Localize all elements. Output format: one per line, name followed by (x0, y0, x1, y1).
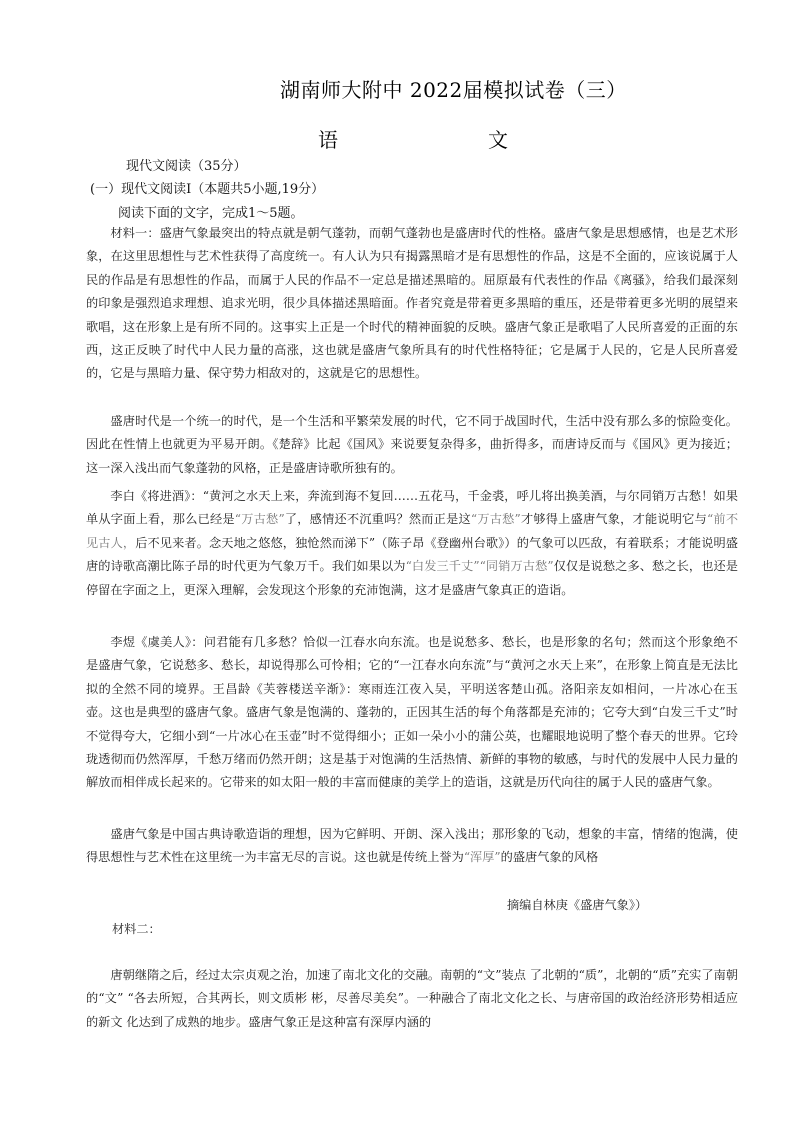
material1-paragraph-4: 李煜《虞美人》：问君能有几多愁？恰似一江春水向东流。也是说愁多、愁长，也是形象的名句；然而这个形象绝不是盛唐气象，它说愁多、愁长，却说得那么可怜相；它的“一江春水向东流”与“黄河之水天上来”，在形象上简直是无法比拟的全然不同的境界。王昌龄《芙蓉楼送辛渐》：寒雨连江夜入吴，平明送客楚山孤。洛阳亲友如相问，一片冰心在玉壶。这也是典型的盛唐气象。盛唐气象是饱满的、蓬勃的，正因其生活的每个角落都是充沛的；它夸大到“白发三千丈”时不觉得夸大，它细小到“一片冰心在玉壶”时不觉得细小；正如一朵小小的蒲公英，也耀眼地说明了整个春天的世界。它玲珑透彻而仍然浑厚，千愁万绪而仍然开朗；这是基于对饱满的生活热情、新鲜的事物的敏感，与时代的发展中人民力量的解放而相伴成长起来的。它带来的如太阳一般的丰富而健康的美学上的造诣，这就是历代向往的属于人民的盛唐气象。 (86, 635, 738, 790)
paragraph-text: 仅仅是说愁之多、愁之长，也还是停留在字面之上，更深入理解，会发现这个形象的充沛饱满，这才是盛唐气象真正的造诣。 (86, 559, 738, 597)
material1-paragraph-2: 盛唐时代是一个统一的时代，是一个生活和平繁荣发展的时代，它不同于战国时代，生活中没有那么多的惊险变化。因此在性情上也就更为平易开朗。《楚辞》比起《国风》来说要复杂得多，曲折得多，而唐诗反而与《国风》更为接近；这一深入浅出而气象蓬勃的风格，正是盛唐诗歌所独有的。 (86, 414, 738, 475)
exam-title: 湖南师大附中 2022届模拟试卷（三） (280, 78, 627, 102)
quoted-phrase: “白发三千丈”“同销万古愁” (405, 559, 554, 574)
subject-title-second: 文 (488, 128, 508, 152)
subject-title-first: 语 (318, 128, 338, 152)
paragraph-text: 才够得上盛唐气象，才能说明它与 (520, 512, 707, 527)
section-heading: 现代文阅读（35分） (126, 159, 247, 174)
paragraph-text: 李白《将进酒》：“黄河之水天上来，奔流到海不复回……五花马，千金裘，呼儿将出换美酒，与尔同销万古愁！如果单从字面上看，那么已经是 (86, 489, 738, 527)
reading-instruction: 阅读下面的文字，完成1～5题。 (118, 206, 304, 221)
quoted-phrase: “浑厚” (463, 850, 501, 865)
paragraph-text: 的盛唐气象的风格 (500, 850, 599, 865)
quoted-phrase: “万古愁” (234, 512, 285, 527)
paragraph-text: 后不见来者。念天地之悠悠，独怆然而涕下”（陈子昂《登幽州台歌》）的气象可以匹敌，有着联系；才能说明盛唐的诗歌高潮比陈子昂的时代更为气象万千。我们如果以为 (86, 535, 738, 574)
material1-paragraph-5 (86, 823, 738, 870)
material1-paragraph-3 (86, 485, 738, 602)
material1-paragraph-1: 材料一：盛唐气象最突出的特点就是朝气蓬勃，而朝气蓬勃也是盛唐时代的性格。盛唐气象是思想感情，也是艺术形象，在这里思想性与艺术性获得了高度统一。有人认为只有揭露黑暗才是有思想性的作品，这是不全面的，应该说属于人民的作品是有思想性的作品，而属于人民的作品不一定总是描述黑暗的。屈原最有代表性的作品《离骚》，给我们最深刻的印象是强烈追求理想、追求光明，很少具体描述黑暗面。作者究竟是带着更多黑暗的重压，还是带着更多光明的展望来歌唱，这在形象上是有所不同的。这事实上正是一个时代的精神面貌的反映。盛唐气象正是歌唱了人民所喜爱的正面的东西，这正反映了时代中人民力量的高涨，这也就是盛唐气象所具有的时代性格特征；它是属于人民的，它是人民所喜爱的，它是与黑暗力量、保守势力相敌对的，这就是它的思想性。 (86, 226, 738, 381)
subsection-heading: (一）现代文阅读Ⅰ（本题共5小题,19分） (90, 182, 325, 197)
paragraph-text: 了，感情还不沉重吗？然而正是这 (284, 512, 471, 527)
paragraph-text: 盛唐气象是中国古典诗歌造诣的理想，因为它鲜明、开朗、深入浅出；那形象的飞动，想象的丰富，情绪的饱满，使得思想性与艺术性在这里统一为丰富无尽的言说。这也就是传统上誉为 (86, 827, 738, 865)
quoted-phrase: “万古愁” (470, 512, 521, 527)
quoted-phrase: “前不见古人， (86, 512, 739, 550)
material2-paragraph-1: 唐朝继隋之后，经过太宗贞观之治，加速了南北文化的交融。南朝的“文”装点 了北朝的“质”，北朝的“质”充实了南朝的“文” “各去所短，合其两长，则文质彬 彬，尽善尽美矣”。一种融合了南北文化之长、与唐帝国的政治经济形势相适应的新文 化达到了成熟的地步。盛唐气象正是这种富有深厚内涵的 (86, 968, 738, 1029)
material2-label: 材料二： (112, 922, 161, 936)
material1-source-citation: 摘编自林庚《盛唐气象》） (507, 898, 648, 912)
